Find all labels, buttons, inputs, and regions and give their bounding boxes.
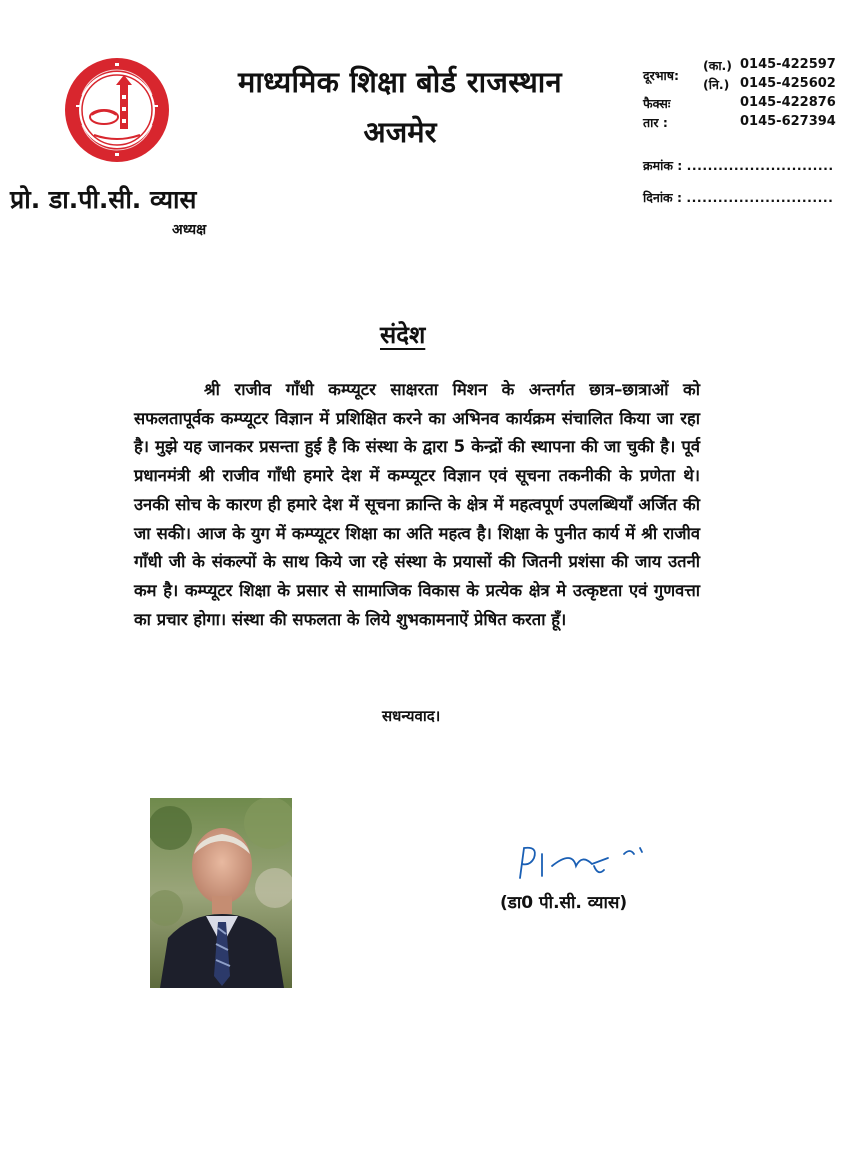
message-text: श्री राजीव गाँधी कम्प्यूटर साक्षरता मिशन के अन्तर्गत छात्र–छात्राओं को सफलतापूर्वक कम्प्यूटर विज्ञान में प्रशिक्षित करने का अभिनव कार्यक्रम संचालित किया जा रहा है। मुझे यह जानकर प्रसन्ता हुई है कि संस्था के द्वारा 5 केन्द्रों की स्थापना की जा चुकी है। पूर्व प्रधानमंत्री श्री राजीव गाँधी हमारे देश में कम्प्यूटर विज्ञान एवं सूचना तकनीकी के प्रणेता थे। उनकी सोच के कारण ही हमारे देश में सूचना क्रान्ति के क्षेत्र में महत्वपूर्ण उपलब्धियाँ अर्जित की जा सकी। आज के युग में कम्प्यूटर शिक्षा का अति महत्व है। शिक्षा के पुनीत कार्य में श्री राजीव गाँधी जी के संकल्पों के साथ किये जा रहे संस्था के प्रयासों की जितनी प्रशंसा की जाय उतनी कम है। कम्प्यूटर शिक्षा के प्रसार से सामाजिक विकास के प्रत्येक क्षेत्र मे उत्कृष्टता एवं गुणवत्ता का प्रचार होगा। संस्था की सफलता के लिये शुभकामनाऐं प्रेषित करता हूँ। xyxy=(134,380,700,629)
message-body xyxy=(134,376,700,634)
phone-label: दूरभाष: xyxy=(643,68,679,83)
chairman-name: प्रो. डा.पी.सी. व्यास xyxy=(10,185,197,214)
reference-number-label: क्रमांक : xyxy=(643,158,683,173)
message-heading: संदेश xyxy=(380,321,426,349)
date-value: ............................ xyxy=(686,190,834,205)
board-seal-icon xyxy=(62,55,172,165)
residence-label: (नि.) xyxy=(703,77,730,92)
org-name: माध्यमिक शिक्षा बोर्ड राजस्थान xyxy=(238,65,562,99)
closing-text: सधन्यवाद। xyxy=(382,707,441,725)
date-row xyxy=(643,189,833,206)
org-city: अजमेर xyxy=(363,115,437,149)
telegram-label: तार : xyxy=(643,115,668,130)
signature-icon xyxy=(512,840,662,885)
fax-number: 0145-422876 xyxy=(740,95,836,110)
residence-phone: 0145-425602 xyxy=(740,76,836,91)
chairman-title: अध्यक्ष xyxy=(172,222,207,238)
reference-number-row xyxy=(643,157,834,174)
telegram-number: 0145-627394 xyxy=(740,114,836,129)
residence-phone-row xyxy=(643,76,843,94)
reference-number-value: ............................ xyxy=(686,158,834,173)
office-phone: 0145-422597 xyxy=(740,57,836,72)
date-label: दिनांक : xyxy=(643,190,683,205)
portrait-photo xyxy=(150,798,292,988)
fax-label: फैक्सः xyxy=(643,96,671,111)
office-label: (का.) xyxy=(703,58,733,73)
signatory-name: (डा0 पी.सी. व्यास) xyxy=(500,893,628,913)
telegram-row xyxy=(643,114,843,132)
fax-row xyxy=(643,95,843,113)
